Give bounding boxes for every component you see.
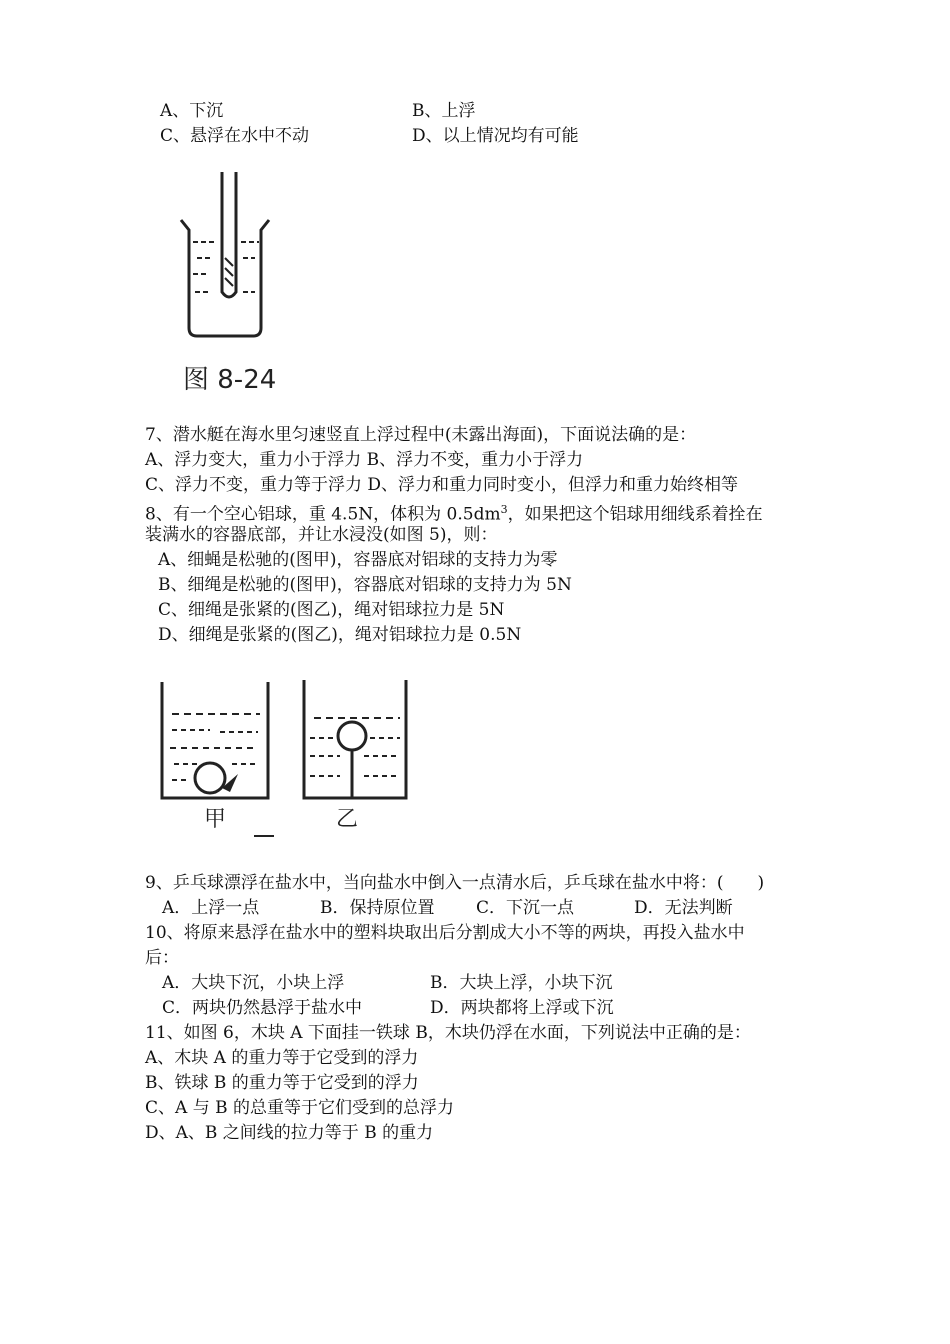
q8-stem-line-1 — [145, 499, 763, 526]
q10-option-a: A．大块下沉，小块上浮 — [162, 973, 345, 993]
q11-option-c: C、A 与 B 的总重等于它们受到的总浮力 — [145, 1098, 454, 1118]
q8-stem-line-2: 装满水的容器底部，并让水浸没(如图 5)，则： — [145, 525, 498, 545]
q10-option-b: B．大块上浮，小块下沉 — [430, 973, 613, 993]
q10-stem-line-2: 后： — [145, 948, 179, 968]
q9-option-d: D．无法判断 — [634, 898, 733, 918]
q11-stem: 11、如图 6，木块 A 下面挂一铁球 B，木块仍浮在水面，下列说法中正确的是： — [145, 1023, 751, 1043]
q8-stem-part-1: 8、有一个空心铝球，重 4.5N，体积为 0.5dm — [145, 504, 501, 525]
q6-option-d: D、以上情况均有可能 — [412, 126, 579, 146]
q9-option-a: A．上浮一点 — [162, 898, 260, 918]
q8-option-d: D、细绳是张紧的(图乙)，绳对铝球拉力是 0.5N — [158, 625, 522, 645]
q7-options-cd: C、浮力不变，重力等于浮力 D、浮力和重力同时变小，但浮力和重力始终相等 — [145, 475, 739, 495]
q7-stem: 7、潜水艇在海水里匀速竖直上浮过程中(未露出海面)，下面说法确的是： — [145, 425, 697, 445]
q6-option-a: A、下沉 — [160, 101, 224, 121]
q10-stem-line-1: 10、将原来悬浮在盐水中的塑料块取出后分割成大小不等的两块，再投入盐水中 — [145, 923, 745, 943]
q11-option-b: B、铁球 B 的重力等于它受到的浮力 — [145, 1073, 419, 1093]
figure-5-label-yi: 乙 — [336, 807, 359, 832]
q8-option-b: B、细绳是松驰的(图甲)，容器底对铝球的支持力为 5N — [158, 575, 572, 595]
figure-5-label-jia: 甲 — [204, 807, 227, 832]
q11-option-d: D、A、B 之间线的拉力等于 B 的重力 — [145, 1123, 434, 1143]
q6-option-c: C、悬浮在水中不动 — [160, 126, 310, 146]
q7-options-ab: A、浮力变大，重力小于浮力 B、浮力不变，重力小于浮力 — [145, 450, 584, 470]
q9-option-b: B．保持原位置 — [320, 898, 435, 918]
figure-8-24-caption: 图 8-24 — [183, 365, 277, 395]
q8-option-c: C、细绳是张紧的(图乙)，绳对铝球拉力是 5N — [158, 600, 505, 620]
q9-stem: 9、乒乓球漂浮在盐水中，当向盐水中倒入一点清水后，乒乓球在盐水中将：( ) — [145, 873, 765, 893]
q8-stem-part-2: ，如果把这个铝球用细线系着拴在 — [507, 504, 763, 525]
q9-option-c: C．下沉一点 — [476, 898, 575, 918]
q8-option-a: A、细蝇是松驰的(图甲)，容器底对铝球的支持力为零 — [158, 550, 558, 570]
figure-5 — [150, 676, 420, 842]
q11-option-a: A、木块 A 的重力等于它受到的浮力 — [145, 1048, 419, 1068]
figure-8-24 — [175, 168, 285, 398]
q10-option-d: D．两块都将上浮或下沉 — [430, 998, 614, 1018]
q6-option-b: B、上浮 — [412, 101, 476, 121]
q10-option-c: C．两块仍然悬浮于盐水中 — [162, 998, 363, 1018]
q8-stem-superscript: 3 — [500, 503, 508, 516]
